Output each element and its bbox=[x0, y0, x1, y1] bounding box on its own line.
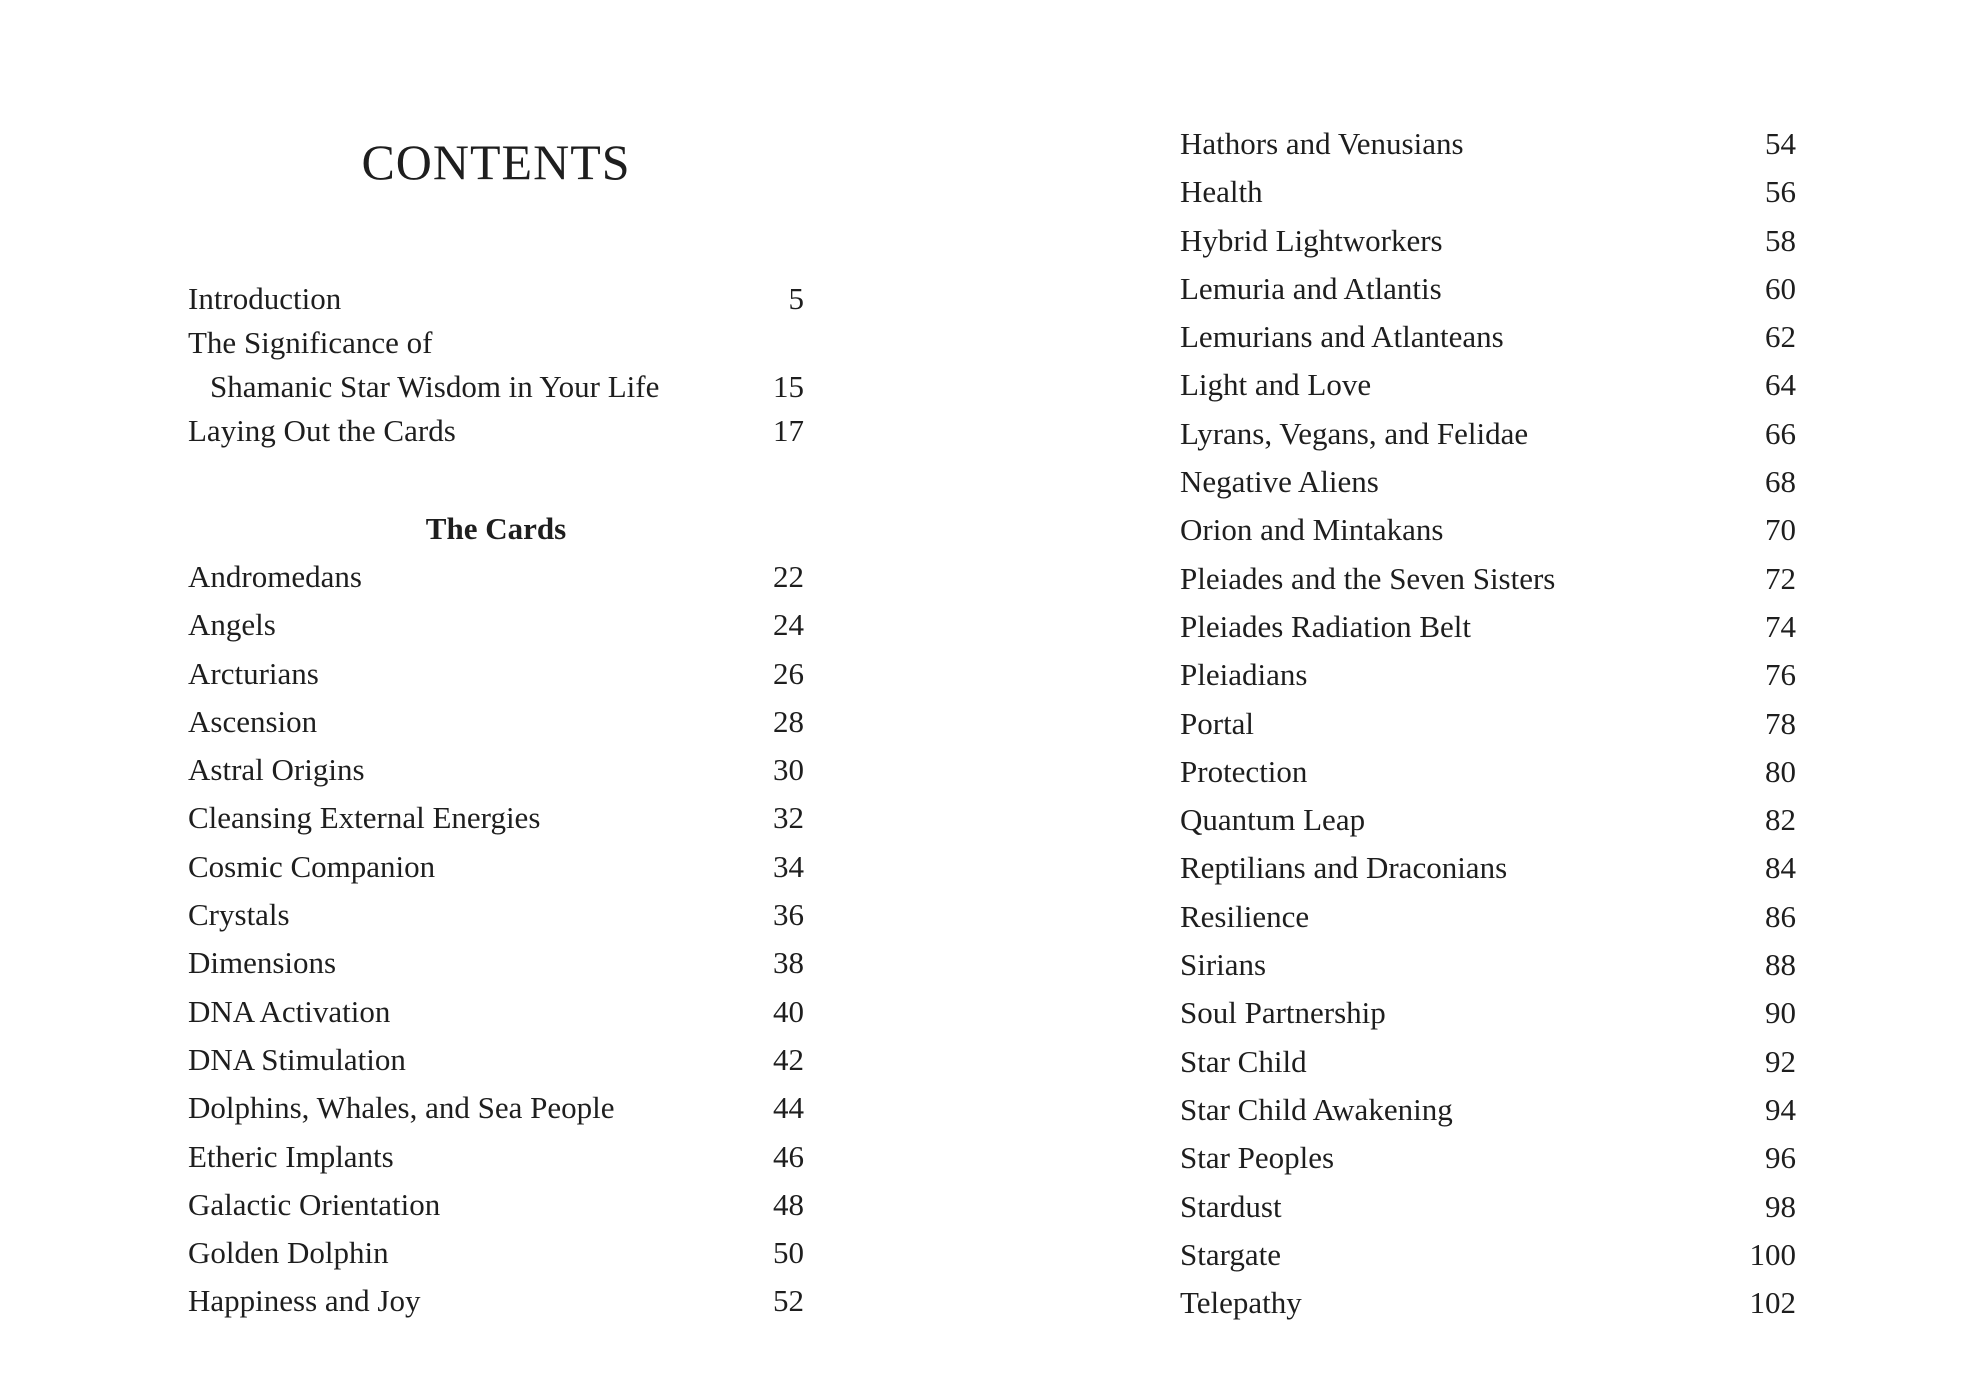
toc-entry-title: Astral Origins bbox=[188, 752, 365, 788]
toc-entry[interactable] bbox=[188, 988, 804, 1036]
toc-entry-title: Stargate bbox=[1180, 1236, 1282, 1272]
toc-entry[interactable] bbox=[188, 409, 804, 453]
toc-entry-page: 40 bbox=[773, 993, 804, 1029]
toc-entry-title: Lemurians and Atlanteans bbox=[1180, 319, 1504, 355]
toc-entry-page: 102 bbox=[1749, 1285, 1796, 1321]
toc-entry-title: Angels bbox=[188, 607, 276, 643]
toc-entry[interactable] bbox=[1180, 1279, 1796, 1327]
toc-entry-page: 42 bbox=[773, 1041, 804, 1077]
toc-entry-title: Portal bbox=[1180, 705, 1255, 741]
toc-entry-continuation bbox=[188, 365, 804, 409]
toc-entry-title: Andromedans bbox=[188, 559, 362, 594]
toc-entry[interactable] bbox=[1180, 796, 1796, 844]
toc-entry-page: 72 bbox=[1765, 560, 1796, 596]
toc-entry-page: 15 bbox=[773, 369, 804, 404]
toc-entry-page: 90 bbox=[1765, 995, 1796, 1031]
toc-entry-page: 98 bbox=[1765, 1188, 1796, 1224]
front-matter-list bbox=[188, 277, 804, 453]
toc-entry[interactable] bbox=[1180, 265, 1796, 313]
toc-entry-title: Dolphins, Whales, and Sea People bbox=[188, 1090, 615, 1126]
toc-entry-title: Orion and Mintakans bbox=[1180, 512, 1444, 548]
toc-entry-title: Arcturians bbox=[188, 655, 319, 691]
toc-entry-page: 30 bbox=[773, 752, 804, 788]
toc-entry-page: 62 bbox=[1765, 319, 1796, 355]
toc-entry-title: Cosmic Companion bbox=[188, 848, 436, 884]
toc-entry-title: Galactic Orientation bbox=[188, 1186, 441, 1222]
toc-entry[interactable] bbox=[188, 698, 804, 746]
toc-entry-title: Star Child Awakening bbox=[1180, 1091, 1453, 1127]
toc-entry-title: Cleansing External Energies bbox=[188, 800, 541, 836]
toc-entry-title: Pleiades Radiation Belt bbox=[1180, 608, 1472, 644]
toc-entry-page: 52 bbox=[773, 1283, 804, 1319]
toc-entry-title: Quantum Leap bbox=[1180, 802, 1366, 838]
toc-entry[interactable] bbox=[1180, 168, 1796, 216]
toc-entry[interactable] bbox=[1180, 458, 1796, 506]
toc-entry-title: Etheric Implants bbox=[188, 1138, 394, 1174]
section-heading-the-cards: The Cards bbox=[425, 511, 567, 546]
toc-entry-page: 68 bbox=[1765, 464, 1796, 500]
toc-entry-page: 80 bbox=[1765, 753, 1796, 789]
toc-entry-page: 38 bbox=[773, 945, 804, 981]
toc-entry[interactable] bbox=[188, 746, 804, 794]
toc-entry-page: 82 bbox=[1765, 802, 1796, 838]
toc-entry-page: 94 bbox=[1765, 1091, 1796, 1127]
toc-entry[interactable] bbox=[1180, 603, 1796, 651]
toc-entry-title: Lemuria and Atlantis bbox=[1180, 270, 1442, 306]
toc-entry[interactable] bbox=[1180, 1086, 1796, 1134]
toc-entry-page: 54 bbox=[1765, 126, 1796, 161]
toc-entry-title: Resilience bbox=[1180, 898, 1310, 934]
page-title: CONTENTS bbox=[361, 133, 631, 190]
toc-entry-page: 32 bbox=[773, 800, 804, 836]
toc-entry[interactable] bbox=[1180, 1038, 1796, 1086]
toc-entry[interactable] bbox=[188, 794, 804, 842]
toc-entry[interactable] bbox=[188, 650, 804, 698]
toc-entry-title: Star Child bbox=[1180, 1043, 1307, 1079]
toc-entry-title: Introduction bbox=[188, 281, 342, 316]
toc-entry-page: 56 bbox=[1765, 174, 1796, 210]
toc-entry[interactable] bbox=[1180, 410, 1796, 458]
toc-entry[interactable] bbox=[1180, 1183, 1796, 1231]
toc-entry-title: Pleiades and the Seven Sisters bbox=[1180, 560, 1556, 596]
toc-entry[interactable] bbox=[1180, 555, 1796, 603]
toc-entry[interactable] bbox=[188, 601, 804, 649]
toc-entry-page: 60 bbox=[1765, 270, 1796, 306]
toc-entry[interactable] bbox=[1180, 1134, 1796, 1182]
toc-entry[interactable] bbox=[1180, 893, 1796, 941]
toc-entry-page: 44 bbox=[773, 1090, 804, 1126]
toc-entry-title: Stardust bbox=[1180, 1188, 1282, 1224]
toc-entry-page: 84 bbox=[1765, 850, 1796, 886]
toc-entry-page: 46 bbox=[773, 1138, 804, 1174]
toc-entry[interactable] bbox=[1180, 361, 1796, 409]
toc-entry-page: 86 bbox=[1765, 898, 1796, 934]
toc-entry-page: 58 bbox=[1765, 222, 1796, 258]
toc-entry-page: 22 bbox=[773, 559, 804, 594]
toc-entry-page: 64 bbox=[1765, 367, 1796, 403]
toc-entry-title: Golden Dolphin bbox=[188, 1235, 389, 1271]
toc-entry-page: 5 bbox=[788, 281, 804, 316]
toc-entry-page: 100 bbox=[1749, 1236, 1796, 1272]
toc-entry[interactable] bbox=[188, 1277, 804, 1325]
toc-entry-page: 96 bbox=[1765, 1140, 1796, 1176]
toc-entry[interactable] bbox=[188, 1133, 804, 1181]
toc-entry-title: The Significance of bbox=[188, 325, 433, 360]
toc-entry-title: Star Peoples bbox=[1180, 1140, 1335, 1176]
toc-entry-page: 48 bbox=[773, 1186, 804, 1222]
toc-entry-page: 36 bbox=[773, 897, 804, 933]
toc-entry-title: Sirians bbox=[1180, 947, 1267, 983]
toc-entry[interactable] bbox=[188, 1229, 804, 1277]
toc-entry-title: Health bbox=[1180, 174, 1263, 210]
toc-entry-title-continued: Shamanic Star Wisdom in Your Life bbox=[210, 369, 660, 404]
toc-entry[interactable] bbox=[188, 939, 804, 987]
toc-entry[interactable] bbox=[1180, 506, 1796, 554]
toc-entry-page: 76 bbox=[1765, 657, 1796, 693]
toc-entry[interactable] bbox=[1180, 748, 1796, 796]
toc-entry-page: 50 bbox=[773, 1235, 804, 1271]
toc-entry-page: 88 bbox=[1765, 947, 1796, 983]
toc-entry-page: 24 bbox=[773, 607, 804, 643]
toc-entry-page: 34 bbox=[773, 848, 804, 884]
toc-entry[interactable] bbox=[1180, 844, 1796, 892]
toc-entry-title: Ascension bbox=[188, 703, 318, 739]
toc-entry-title: Hathors and Venusians bbox=[1180, 126, 1464, 161]
toc-entry[interactable] bbox=[188, 1181, 804, 1229]
toc-entry-page: 74 bbox=[1765, 608, 1796, 644]
toc-entry[interactable] bbox=[1180, 1231, 1796, 1279]
toc-entry[interactable] bbox=[1180, 989, 1796, 1037]
toc-entry-title: Dimensions bbox=[188, 945, 337, 981]
toc-entry-title: Protection bbox=[1180, 753, 1308, 789]
toc-entry-title: Light and Love bbox=[1180, 367, 1372, 403]
toc-entry-page: 66 bbox=[1765, 415, 1796, 451]
toc-entry-title: Negative Aliens bbox=[1180, 464, 1379, 500]
toc-entry-page: 92 bbox=[1765, 1043, 1796, 1079]
cards-list-left bbox=[188, 505, 804, 1326]
toc-entry-page: 70 bbox=[1765, 512, 1796, 548]
toc-entry-title: Soul Partnership bbox=[1180, 995, 1386, 1031]
toc-entry-title: Telepathy bbox=[1180, 1285, 1302, 1321]
toc-entry-title: Reptilians and Draconians bbox=[1180, 850, 1508, 886]
toc-entry-title: Happiness and Joy bbox=[188, 1283, 421, 1319]
toc-entry[interactable] bbox=[1180, 941, 1796, 989]
toc-entry-title: Crystals bbox=[188, 897, 290, 933]
toc-entry-page: 28 bbox=[773, 703, 804, 739]
toc-entry[interactable] bbox=[1180, 217, 1796, 265]
toc-entry-page: 26 bbox=[773, 655, 804, 691]
toc-entry[interactable] bbox=[1180, 651, 1796, 699]
toc-entry-title: Pleiadians bbox=[1180, 657, 1308, 693]
toc-entry-title: Laying Out the Cards bbox=[188, 413, 456, 448]
toc-entry[interactable] bbox=[188, 1036, 804, 1084]
toc-entry[interactable] bbox=[188, 891, 804, 939]
toc-entry[interactable] bbox=[188, 553, 804, 601]
toc-entry-page: 78 bbox=[1765, 705, 1796, 741]
cards-list-right bbox=[1180, 120, 1796, 1327]
toc-entry[interactable] bbox=[188, 843, 804, 891]
toc-entry[interactable] bbox=[1180, 700, 1796, 748]
toc-entry-title: Lyrans, Vegans, and Felidae bbox=[1180, 415, 1529, 451]
toc-entry[interactable] bbox=[188, 277, 804, 321]
toc-entry[interactable] bbox=[188, 1084, 804, 1132]
toc-entry[interactable] bbox=[1180, 120, 1796, 168]
toc-entry[interactable] bbox=[1180, 313, 1796, 361]
toc-entry-title: DNA Stimulation bbox=[188, 1041, 406, 1077]
toc-entry-title: Hybrid Lightworkers bbox=[1180, 222, 1443, 258]
toc-entry[interactable] bbox=[188, 321, 804, 409]
toc-entry-page: 17 bbox=[773, 413, 804, 448]
toc-entry-title: DNA Activation bbox=[188, 993, 391, 1029]
